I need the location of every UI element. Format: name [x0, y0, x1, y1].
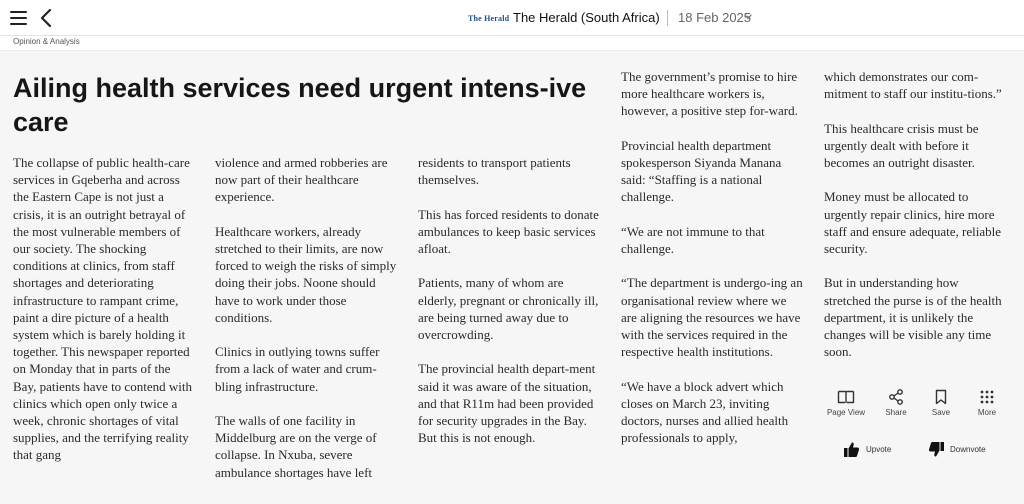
article-column-3: [418, 154, 601, 464]
chevron-down-icon[interactable]: [744, 14, 752, 20]
publication-logo: The Herald: [468, 14, 510, 23]
hamburger-menu-icon[interactable]: [10, 11, 27, 25]
article-page: [0, 50, 1024, 504]
paragraph: This has forced residents to donate ambulances to keep basic services afloat.: [418, 206, 599, 256]
section-label: Opinion & Analysis: [13, 37, 80, 46]
issue-date[interactable]: 18 Feb 2025: [678, 10, 752, 25]
back-arrow-icon[interactable]: [38, 8, 56, 28]
share-icon: [887, 389, 905, 405]
save-button[interactable]: [918, 389, 964, 417]
page-view-label: Page View: [826, 408, 866, 417]
paragraph: violence and armed robberies are now part of their healthcare experience.: [215, 155, 388, 205]
article-column-2: [215, 154, 398, 498]
grid-dots-icon: [978, 389, 996, 405]
downvote-button[interactable]: [928, 441, 1000, 459]
paragraph: “We have a block advert which closes on March 23, inviting doctors, nurses and allied health professionals to apply,: [621, 378, 789, 446]
book-open-icon: [837, 389, 855, 405]
paragraph: which demonstrates our com-mitment to staff our institu-tions.”: [824, 69, 1002, 102]
header-divider: [667, 10, 668, 26]
article-column-5: [824, 68, 1007, 360]
save-label: Save: [931, 408, 951, 417]
more-label: More: [977, 408, 997, 417]
thumbs-down-icon: [928, 441, 945, 458]
publication-title[interactable]: The Herald (South Africa): [513, 10, 660, 25]
paragraph: The walls of one facility in Middelburg are on the verge of collapse. In Nxuba, severe ambulance shortages have left: [215, 413, 377, 480]
section-strip: [0, 36, 1024, 50]
paragraph: Provincial health department spokesperson Siyanda Manana said: “Staffing is a national challenge.: [621, 137, 782, 205]
paragraph: This healthcare crisis must be urgently dealt with before it becomes an outright disaster.: [824, 120, 979, 170]
upvote-button[interactable]: [843, 441, 903, 459]
thumbs-up-icon: [843, 441, 860, 458]
page-view-button[interactable]: [823, 389, 869, 417]
paragraph: residents to transport patients themselves.: [418, 155, 571, 188]
paragraph: “We are not immune to that challenge.: [621, 223, 765, 256]
downvote-label: Downvote: [950, 445, 986, 454]
paragraph: Money must be allocated to urgently repair clinics, hire more staff and ensure adequate, reliable security.: [824, 189, 1001, 256]
article-column-4: [621, 68, 804, 464]
article-toolbar: [823, 389, 1013, 425]
share-button[interactable]: [873, 389, 919, 417]
article-headline: Ailing health services need urgent intens-ive care: [13, 73, 587, 137]
paragraph: Patients, many of whom are elderly, pregnant or chronically ill, are being turned away due to overcrowding.: [418, 275, 599, 342]
paragraph: The provincial health depart-ment said it was aware of the situation, and that R11m had been provided for security upgrades in the Bay. But this is not enough.: [418, 361, 596, 446]
upvote-label: Upvote: [866, 445, 892, 454]
paragraph: But in understanding how stretched the purse is of the health department, it is unlikely the changes will be visible any time soon.: [824, 275, 1002, 360]
share-label: Share: [885, 408, 907, 417]
more-button[interactable]: [964, 389, 1010, 417]
paragraph: The collapse of public health-care services in Gqeberha and across the Eastern Cape is not just a crisis, it is an outright betrayal of the most vulnerable members of our society. The shocking conditions at clinics, from staff shortages and deteriorating infrastructure to rampant crime, paint a dire picture of a health system which is barely holding it together. This newspaper reported on Monday that in parts of the Bay, patients have to contend with clinics which open only twice a week, chronic shortages of vital supplies, and the terrifying reality that gang: [13, 155, 192, 463]
article-column-1: [13, 154, 196, 481]
top-bar: [0, 0, 1024, 36]
paragraph: Clinics in outlying towns suffer from a lack of water and crum-bling infrastructure.: [215, 344, 380, 394]
paragraph: The government’s promise to hire more healthcare workers is, however, a positive step for-ward.: [621, 69, 798, 119]
paragraph: “The department is undergo-ing an organisational review where we are aligning the resources we have with the services required in the respective health institutions.: [621, 275, 803, 360]
bookmark-icon: [932, 389, 950, 405]
paragraph: Healthcare workers, already stretched to their limits, are now forced to weigh the risks of simply doing their jobs. Noone should have to work under those conditions.: [215, 223, 397, 325]
